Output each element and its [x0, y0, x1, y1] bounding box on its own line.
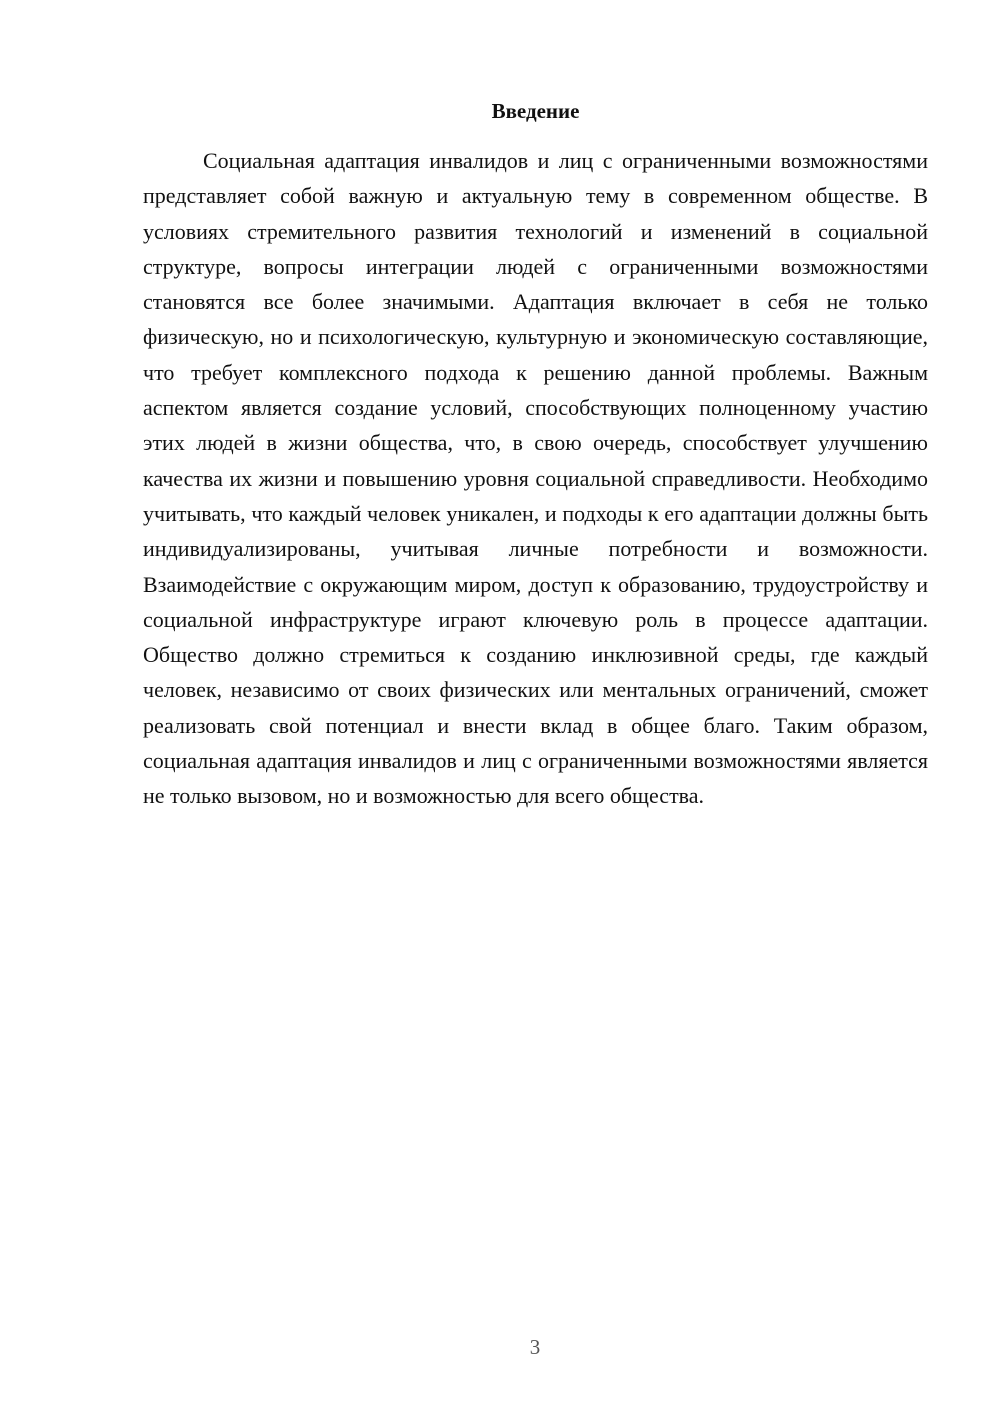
body-paragraph: Социальная адаптация инвалидов и лиц с ограниченными возможностями представляет собой важную и актуальную тему в современном обществе. В условиях стремительного развития технологий и изменений в социальной структуре, вопросы интеграции людей с ограниченными возможностями становятся все более значимыми. Адаптация включает в себя не только физическую, но и психологическую, культурную и экономическую составляющие, что требует комплексного подхода к решению данной проблемы. Важным аспектом является создание условий, способствующих полноценному участию этих людей в жизни общества, что, в свою очередь, способствует улучшению качества их жизни и повышению уровня социальной справедливости. Необходимо учитывать, что каждый человек уникален, и подходы к его адаптации должны быть индивидуализированы, учитывая личные потребности и возможности. Взаимодействие с окружающим миром, доступ к образованию, трудоустройству и социальной инфраструктуре играют ключевую роль в процессе адаптации. Общество должно стремиться к созданию инклюзивной среды, где каждый человек, независимо от своих физических или ментальных ограничений, сможет реализовать свой потенциал и внести вклад в общее благо. Таким образом, социальная адаптация инвалидов и лиц с ограниченными возможностями является не только вызовом, но и возможностью для всего общества. — [143, 148, 928, 809]
page-number: 3 — [529, 1335, 541, 1359]
section-heading: Введение — [491, 99, 580, 123]
